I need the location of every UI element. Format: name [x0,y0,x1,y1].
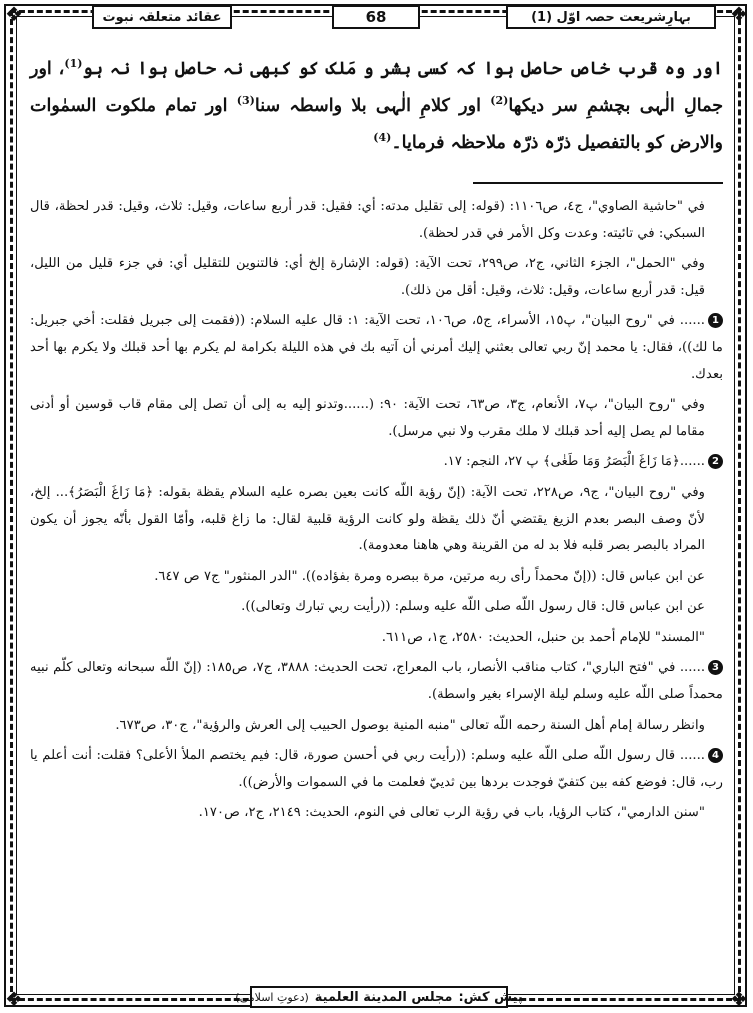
footnote-1 [30,308,723,388]
organization-name: مجلس المدينة العلمية [314,989,453,1005]
footnote-2 [30,449,723,476]
footnote-3 [30,655,723,708]
corner-ornament-icon: ❖ [730,2,748,26]
footnote-ref: (4) [373,130,392,144]
organization-subtitle: (دعوتِ اسلامی) [235,990,309,1004]
footnote-paragraph: وفي "الحمل"، الجزء الثاني، ج٢، ص٢٩٩، تحت الآية: (قوله: الإشارة إلخ أي: فالتنوين للتقليل أي: في جزء قليل من الليل، قيل: قدر أربع ساعات، وقيل: ثلاث، وقيل: أقل من ذلك). [30,256,705,298]
page-content [30,48,723,831]
book-title: بہارِشریعت حصہ اوّل (1) [506,5,716,29]
page-number: 68 [332,5,420,29]
footnote-paragraph: عن ابن عباس قال: ((إنّ محمداً رأى ربه مرتين، مرة ببصره ومرة بفؤاده)). "الدر المنثور" ج٧ ص ٦٤٧. [154,568,705,584]
main-text-part: اور تمام ملکوت السمٰوات والارض کو بالتفصیل ذرّہ ذرّہ ملاحظہ فرمایا۔ [30,95,723,153]
footnote-ref: (3) [236,93,255,107]
footnote-text: ......﴿مَا زَاغَ الْبَصَرُ وَمَا طَغٰى﴾ پ ٢٧، النجم: ١٧. [443,454,705,470]
footnote-text: ...... في "روح البيان"، پ١٥، الأسراء، ج٥، ص١٠٦، تحت الآية: ١: قال عليه السلام: ((فقمت إلى جبريل فقلت: أخي جبريل: ما لك))، فقال: يا محمد إنّ ربي تعالى بعثني إليك أمرني أن آتيه بك في هذه الليلة بكرامة لم يكرم بها أحد قبلك ولا يكرم بها أحد بعدك. [30,313,723,382]
main-text-part: اور وہ قرب خاص حاصل ہوا کہ کسی بشر و مَلک کو کبھی نہ حاصل ہوا نہ ہو [82,58,723,79]
footnote-paragraph: وانظر رسالة إمام أهل السنة رحمه اللّه تعالى "منبه المنية بوصول الحبيب إلى العرش والرؤية"، ج٣٠، ص٦٧٣. [115,717,705,733]
main-text-part: ، اور جمالِ الٰہی بچشمِ سر دیکھا [30,58,724,116]
corner-ornament-icon: ❖ [730,987,748,1011]
footnote-number-badge: 1 [708,313,723,328]
footnote-number-badge: 2 [708,454,723,469]
footnote-paragraph: في "حاشية الصاوي"، ج٤، ص١١٠٦: (قوله: إلى تقليل مدته: أي: فقيل: قدر أربع ساعات، وقيل: ثلاث، وقيل: قدر لحظة، قال السبكي: في تائيته: وعدت وكل الأمر في قدر لحظة). [30,198,705,241]
footnote-number-badge: 4 [708,748,723,763]
footnote-number-badge: 3 [708,660,723,675]
footnote-text: ...... قال رسول اللّه صلى اللّه عليه وسلم: ((رأيت ربي في أحسن صورة، قال: فيم يختصم الملأ الأعلى؟ فقلت: أنت أعلم يا رب، قال: فوضع كفه بين كتفيّ فوجدت بردها بين ثدييّ فعلمت ما في السموات والأرض)). [30,748,723,790]
presented-by-label: پیش کش: [458,989,523,1005]
corner-ornament-icon: ❖ [5,2,23,26]
footnote-paragraph: عن ابن عباس قال: قال رسول اللّه صلى اللّه عليه وسلم: ((رأيت ربي تبارك وتعالى)). [241,599,705,615]
footnote-paragraph: وفي "روح البيان"، پ٧، الأنعام، ج٣، ص٦٣، تحت الآية: ٩٠: (......وتدنو إليه به إلى أن تصل إلى مقام قاب قوسين أو أدنى مقاما لم يصل إليه أحد قبلك لا ملك مقرب ولا نبي مرسل). [30,397,705,439]
footnote-4 [30,743,723,796]
footnote-ref: (2) [490,93,509,107]
main-text-part: اور کلامِ الٰہی بلا واسطہ سنا [254,95,491,116]
footnote-paragraph: "المسند" للإمام أحمد بن حنبل، الحديث: ٢٥٨٠، ج١، ص٦١١. [381,629,705,645]
corner-ornament-icon: ❖ [5,987,23,1011]
footnote-ref: (1) [64,57,83,70]
footnote-paragraph: "سنن الدارمي"، كتاب الرؤيا، باب في رؤية الرب تعالى في النوم، الحديث: ٢١٤٩، ج٢، ص١٧٠. [198,805,705,821]
publisher-footer [235,986,523,1008]
footnote-paragraph: وفي "روح البيان"، ج٩، ص٢٢٨، تحت الآية: (إنّ رؤية اللّه كانت بعين بصره عليه السلام يقظة بقوله: ﴿مَا زَاغَ الْبَصَرُ﴾... إلخ، لأنّ وصف البصر بعدم الزيغ يقتضي أنّ ذلك يقظة ولو كانت الرؤية قلبية لقال: ما زاغ قلبه، وأمّا القول بأنّه يجوز أن يكون المراد بالبصر بصر قلبه فلا بد له من القرينة وهي هاهنا معدومة). [30,484,705,554]
footnote-divider [473,182,723,184]
main-text [30,48,723,158]
chapter-title: عقائد متعلقہ نبوت [92,5,232,29]
footnote-text: ...... في "فتح الباري"، كتاب مناقب الأنصار، باب المعراج، تحت الحديث: ٣٨٨٨، ج٧، ص١٨٥: (إنّ اللّه سبحانه وتعالى كلّم نبيه محمداً صلى اللّه عليه وسلم ليلة الإسراء بغير واسطة). [30,660,723,703]
